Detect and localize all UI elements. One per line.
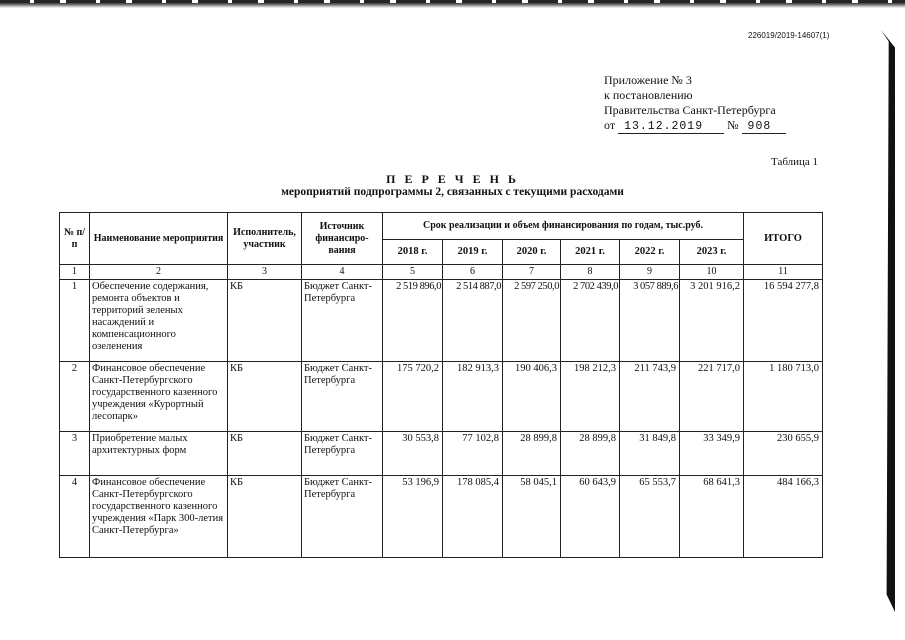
header-period: Срок реализации и объем финансирования по годам, тыс.руб. xyxy=(383,213,744,240)
row-executor: КБ xyxy=(228,280,302,362)
row-value: 211 743,9 xyxy=(620,362,680,432)
row-name: Финансовое обеспечение Санкт-Петербургского государственного казенного учреждения «Парк 300-летия Санкт-Петербурга» xyxy=(90,476,228,558)
table-row xyxy=(60,432,823,476)
scan-top-edge xyxy=(0,0,905,8)
header-year: 2020 г. xyxy=(503,240,561,265)
row-value: 33 349,9 xyxy=(680,432,744,476)
column-index: 1 xyxy=(60,265,90,280)
row-name: Финансовое обеспечение Санкт-Петербургского государственного казенного учреждения «Курортный лесопарк» xyxy=(90,362,228,432)
column-index-row xyxy=(60,265,823,280)
row-value: 58 045,1 xyxy=(503,476,561,558)
row-value: 31 849,8 xyxy=(620,432,680,476)
appendix-date-line xyxy=(604,118,786,134)
scan-right-edge xyxy=(881,30,895,612)
header-year: 2018 г. xyxy=(383,240,443,265)
row-executor: КБ xyxy=(228,476,302,558)
resolution-date: 13.12.2019 xyxy=(618,121,724,134)
row-source: Бюджет Санкт-Петербурга xyxy=(302,362,383,432)
row-num: 4 xyxy=(60,476,90,558)
row-num: 3 xyxy=(60,432,90,476)
appendix-line-1: Приложение № 3 xyxy=(604,73,692,87)
row-value: 2 597 250,0 xyxy=(503,280,561,362)
row-source: Бюджет Санкт-Петербурга xyxy=(302,280,383,362)
document-id: 226019/2019-14607(1) xyxy=(748,31,830,40)
row-num: 1 xyxy=(60,280,90,362)
resolution-number: 908 xyxy=(742,121,786,134)
column-index: 5 xyxy=(383,265,443,280)
row-value: 68 641,3 xyxy=(680,476,744,558)
appendix-line-2: к постановлению xyxy=(604,88,693,102)
column-index: 8 xyxy=(561,265,620,280)
column-index: 10 xyxy=(680,265,744,280)
row-value: 2 514 887,0 xyxy=(443,280,503,362)
table-row xyxy=(60,476,823,558)
appendix-line-3: Правительства Санкт-Петербурга xyxy=(604,103,776,117)
row-total: 230 655,9 xyxy=(744,432,823,476)
row-value: 3 057 889,6 xyxy=(620,280,680,362)
column-index: 4 xyxy=(302,265,383,280)
row-value: 65 553,7 xyxy=(620,476,680,558)
row-value: 60 643,9 xyxy=(561,476,620,558)
row-value: 77 102,8 xyxy=(443,432,503,476)
row-value: 2 702 439,0 xyxy=(561,280,620,362)
appendix-block xyxy=(604,73,786,134)
column-index: 11 xyxy=(744,265,823,280)
table-row xyxy=(60,280,823,362)
header-year: 2019 г. xyxy=(443,240,503,265)
row-value: 190 406,3 xyxy=(503,362,561,432)
row-name: Обеспечение содержания, ремонта объектов и территорий зеленых насаждений и компенсационного озеленения xyxy=(90,280,228,362)
header-year: 2022 г. xyxy=(620,240,680,265)
row-num: 2 xyxy=(60,362,90,432)
row-value: 53 196,9 xyxy=(383,476,443,558)
row-source: Бюджет Санкт-Петербурга xyxy=(302,476,383,558)
row-value: 28 899,8 xyxy=(503,432,561,476)
row-total: 16 594 277,8 xyxy=(744,280,823,362)
row-value: 178 085,4 xyxy=(443,476,503,558)
column-index: 9 xyxy=(620,265,680,280)
number-prefix: № xyxy=(727,118,739,132)
column-index: 7 xyxy=(503,265,561,280)
measures-table xyxy=(59,212,823,558)
row-value: 175 720,2 xyxy=(383,362,443,432)
row-value: 221 717,0 xyxy=(680,362,744,432)
header-year: 2023 г. xyxy=(680,240,744,265)
header-total: ИТОГО xyxy=(744,213,823,265)
row-value: 2 519 896,0 xyxy=(383,280,443,362)
row-value: 3 201 916,2 xyxy=(680,280,744,362)
row-value: 182 913,3 xyxy=(443,362,503,432)
header-executor: Исполнитель, участник xyxy=(228,213,302,265)
column-index: 6 xyxy=(443,265,503,280)
row-total: 1 180 713,0 xyxy=(744,362,823,432)
row-total: 484 166,3 xyxy=(744,476,823,558)
row-value: 30 553,8 xyxy=(383,432,443,476)
document-title: П Е Р Е Ч Е Н Ь xyxy=(386,172,519,186)
header-name: Наименование мероприятия xyxy=(90,213,228,265)
column-index: 2 xyxy=(90,265,228,280)
row-value: 28 899,8 xyxy=(561,432,620,476)
row-name: Приобретение малых архитектурных форм xyxy=(90,432,228,476)
header-year: 2021 г. xyxy=(561,240,620,265)
row-executor: КБ xyxy=(228,432,302,476)
header-num: № п/п xyxy=(60,213,90,265)
column-index: 3 xyxy=(228,265,302,280)
row-source: Бюджет Санкт-Петербурга xyxy=(302,432,383,476)
row-value: 198 212,3 xyxy=(561,362,620,432)
date-prefix: от xyxy=(604,118,616,132)
document-subtitle: мероприятий подпрограммы 2, связанных с текущими расходами xyxy=(281,186,624,198)
row-executor: КБ xyxy=(228,362,302,432)
table-row xyxy=(60,362,823,432)
header-source: Источник финансиро-вания xyxy=(302,213,383,265)
table-label: Таблица 1 xyxy=(771,156,819,168)
